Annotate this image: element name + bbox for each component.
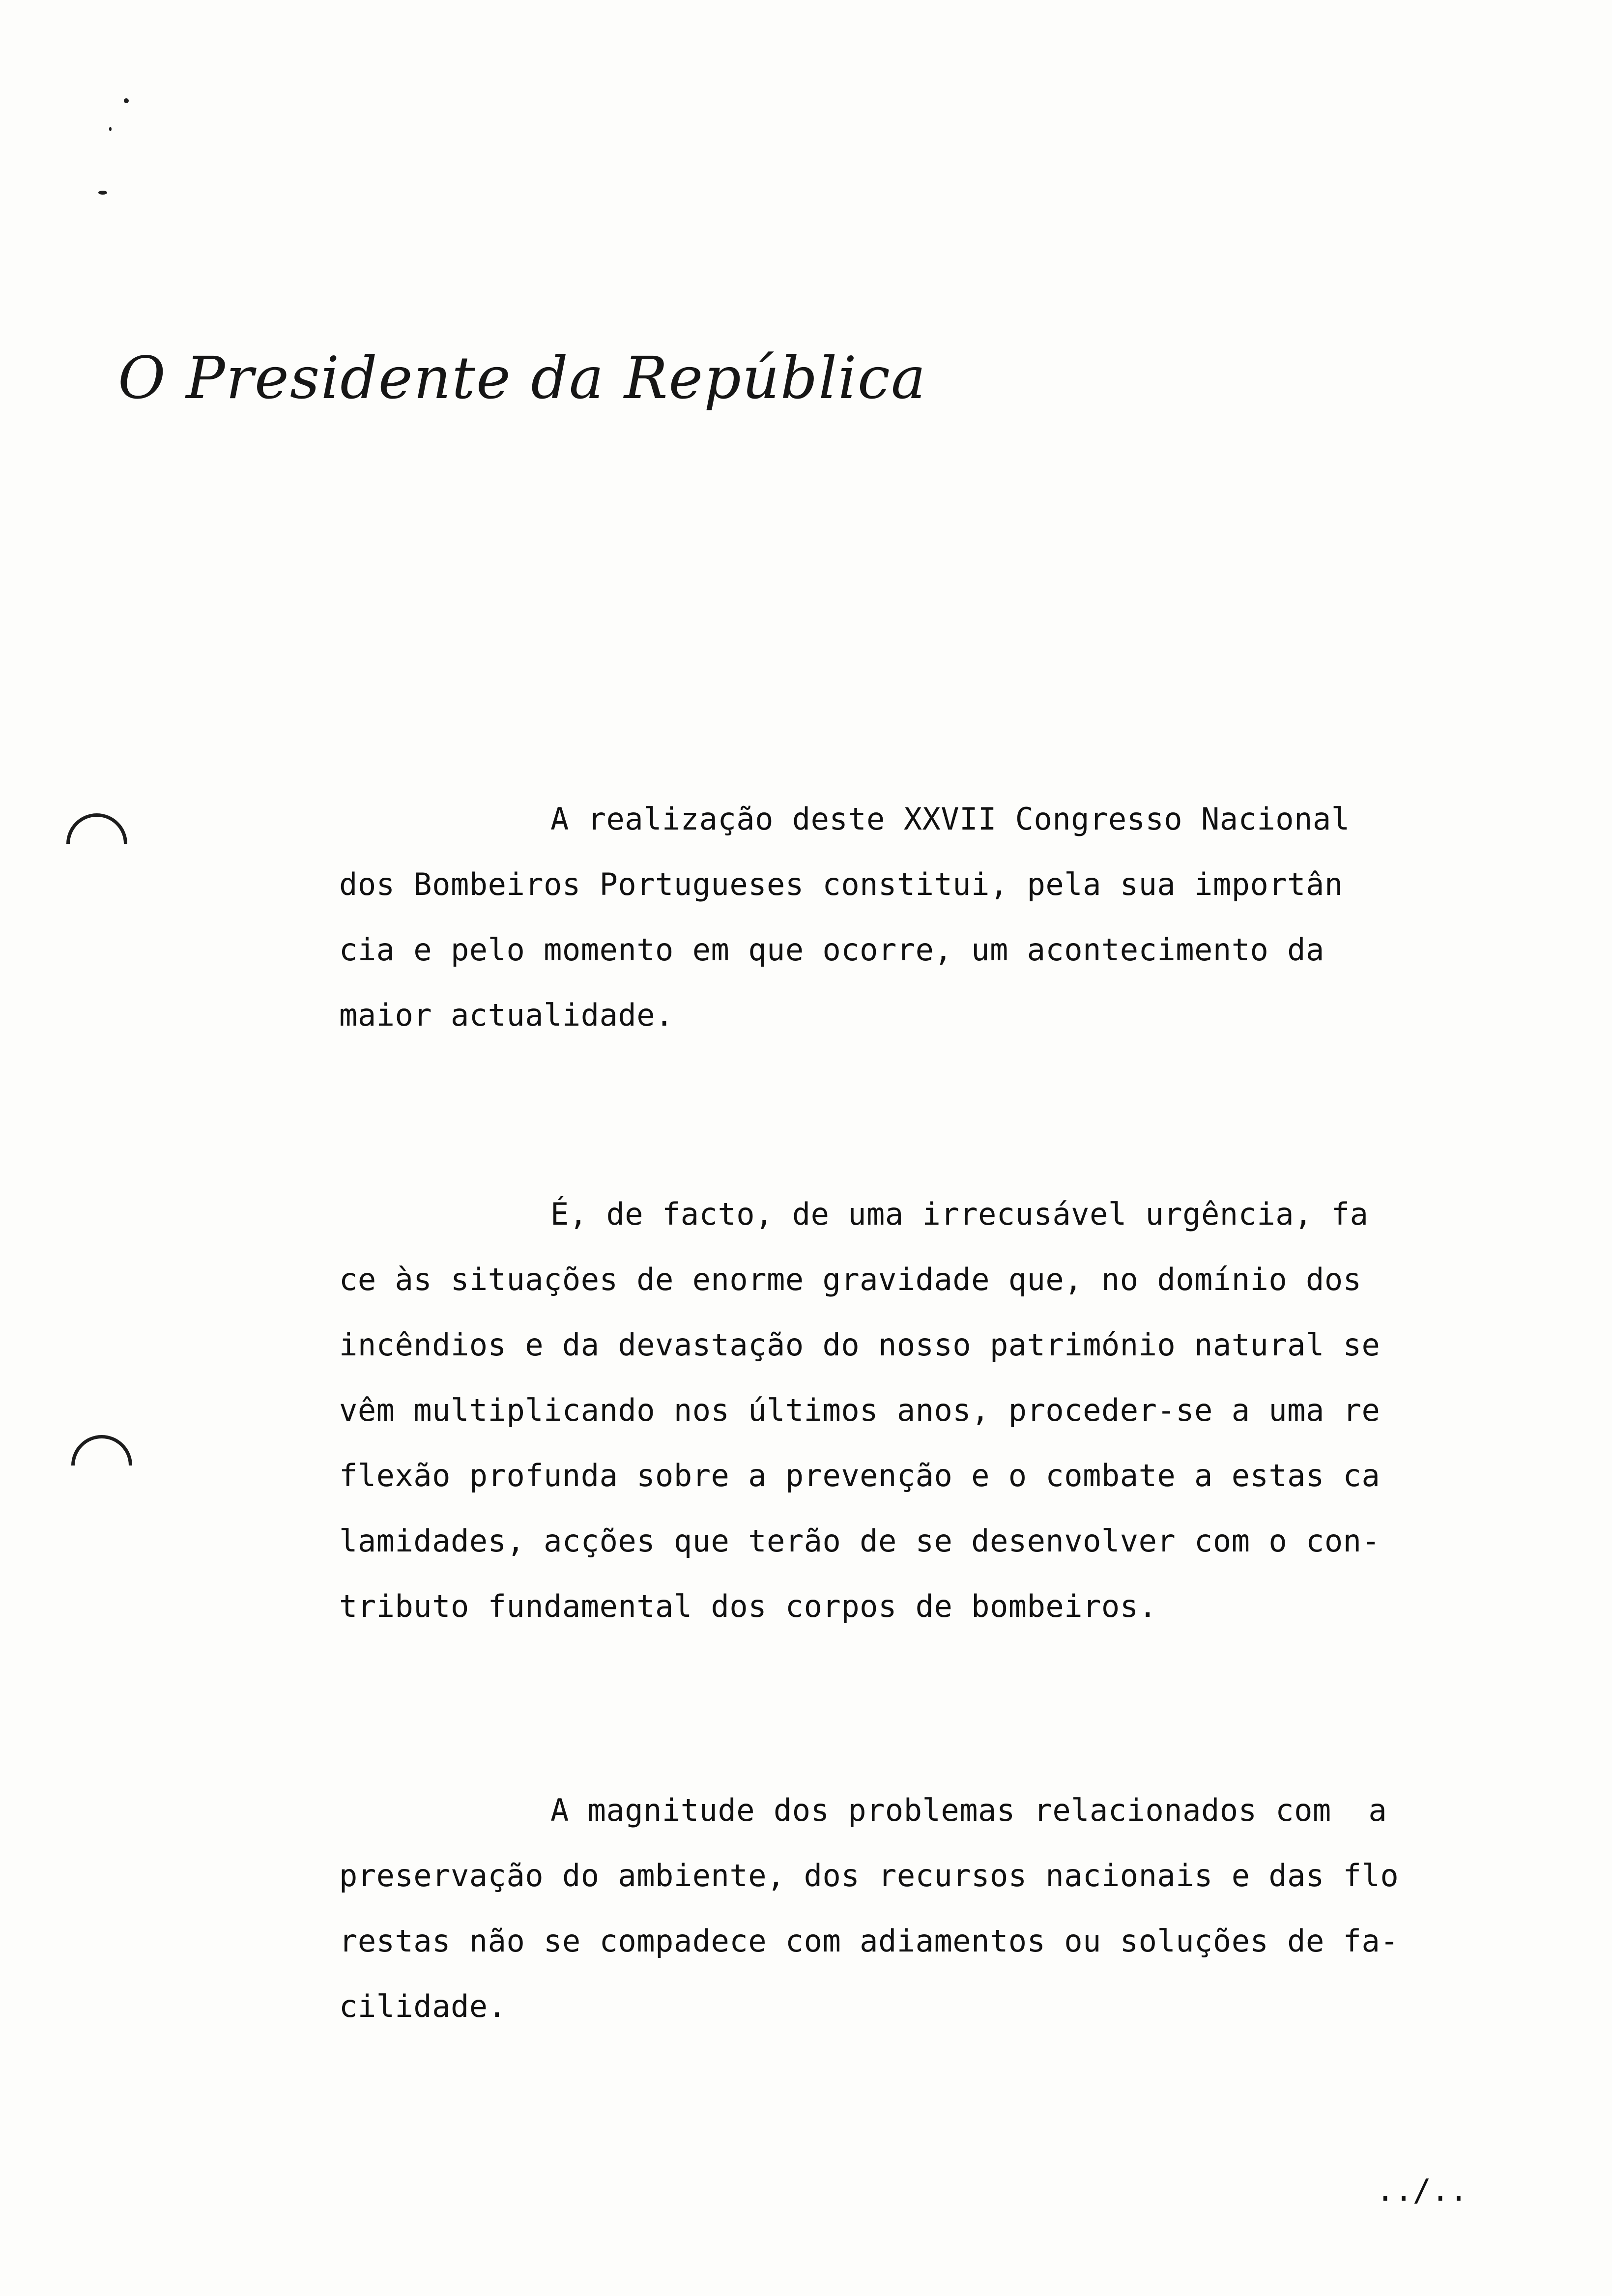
text-line: dos Bombeiros Portugueses constitui, pela sua importân <box>339 866 1343 902</box>
continuation-mark: ../.. <box>1376 2172 1468 2208</box>
paragraph-3 <box>339 1778 1460 2039</box>
paragraph-1 <box>339 786 1460 1048</box>
text-line: É, de facto, de uma irrecusável urgência, fa <box>550 1196 1369 1232</box>
punch-hole-mark <box>58 1422 144 1508</box>
text-line: cilidade. <box>339 1988 507 2024</box>
punch-hole-mark <box>54 801 140 887</box>
text-line: maior actualidade. <box>339 997 674 1033</box>
text-line: preservação do ambiente, dos recursos nacionais e das flo <box>339 1858 1399 1894</box>
letterhead-title: O Presidente da República <box>118 344 927 412</box>
text-line: tributo fundamental dos corpos de bombeiros. <box>339 1588 1157 1624</box>
text-line: vêm multiplicando nos últimos anos, proceder-se a uma re <box>339 1392 1381 1428</box>
text-line: A realização deste XXVII Congresso Nacional <box>550 801 1350 837</box>
text-line: cia e pelo momento em que ocorre, um acontecimento da <box>339 932 1324 968</box>
text-line: incêndios e da devastação do nosso património natural se <box>339 1327 1381 1363</box>
text-line: flexão profunda sobre a prevenção e o combate a estas ca <box>339 1458 1381 1493</box>
text-line: ce às situações de enorme gravidade que, no domínio dos <box>339 1262 1362 1297</box>
ink-speck <box>98 191 107 195</box>
text-line: restas não se compadece com adiamentos ou soluções de fa- <box>339 1923 1399 1959</box>
paragraph-2 <box>339 1181 1460 1639</box>
text-line: lamidades, acções que terão de se desenvolver com o con- <box>339 1523 1381 1559</box>
text-line: A magnitude dos problemas relacionados com a <box>550 1792 1387 1828</box>
ink-speck <box>109 127 112 131</box>
ink-speck <box>124 98 129 103</box>
